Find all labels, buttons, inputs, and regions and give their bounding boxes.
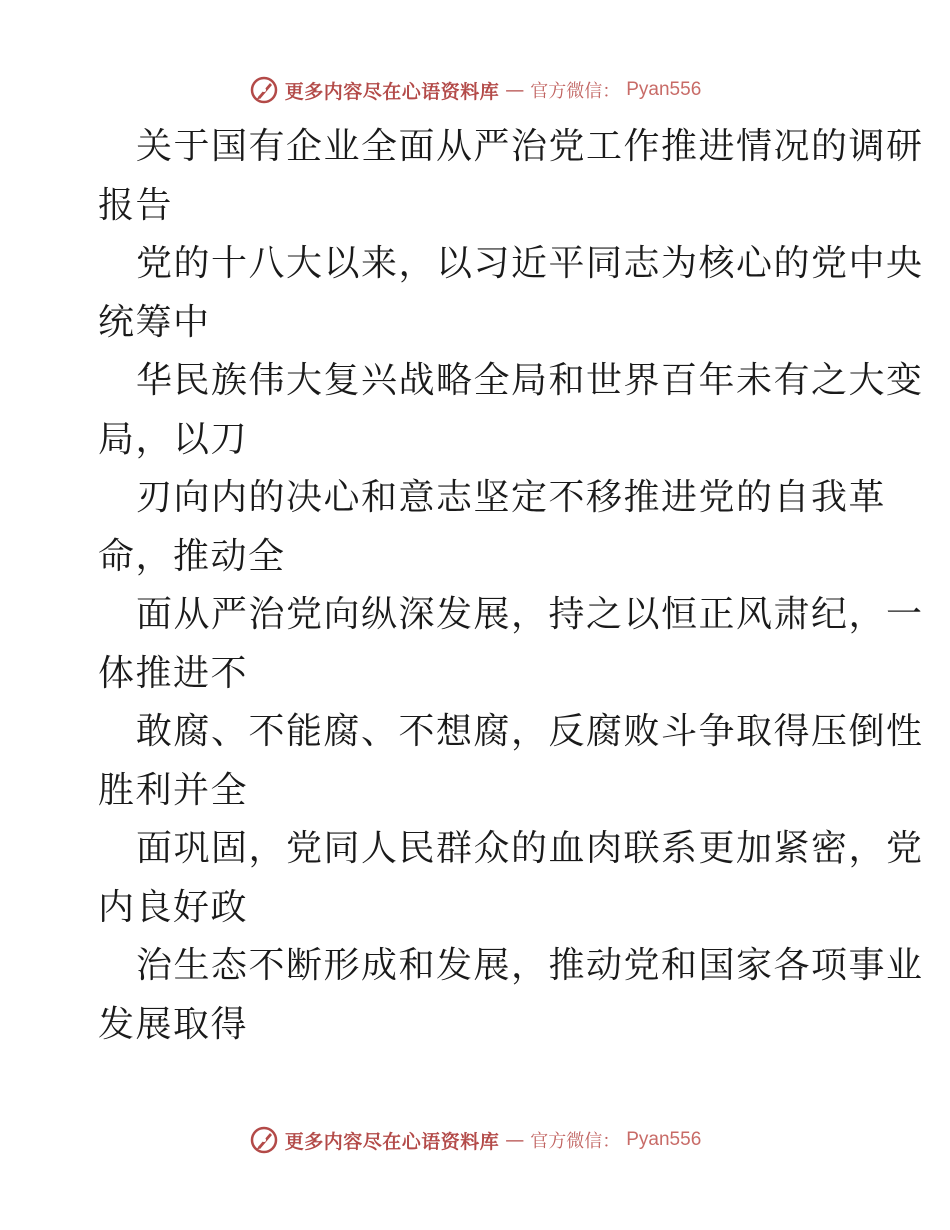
footer-dash: — [505, 1129, 525, 1151]
footer-site-text: 更多内容尽在心语资料库 [284, 1130, 500, 1153]
paragraph-line: 体推进不 [98, 652, 249, 694]
paragraph-line: 发展取得 [98, 1003, 249, 1045]
paragraph-line: 党的十八大以来，以习近平同志为核心的党中央 [136, 243, 924, 284]
document-body [98, 118, 924, 1054]
quill-pen-logo-icon [249, 75, 279, 105]
paragraph-line: 华民族伟大复兴战略全局和世界百年未有之大变 [136, 360, 924, 401]
paragraph-line: 局，以刀 [98, 418, 249, 460]
document-title-line-2: 报告 [98, 184, 174, 226]
paragraph-line: 刃向内的决心和意志坚定不移推进党的自我革 [136, 477, 887, 518]
footer-banner [0, 1120, 950, 1160]
paragraph-line: 内良好政 [98, 886, 249, 928]
footer-wechat-id: Pyan556 [626, 1129, 702, 1150]
paragraph-line: 面从严治党向纵深发展，持之以恒正风肃纪，一 [136, 594, 924, 635]
header-dash: — [505, 79, 525, 101]
footer-official-label: 官方微信： [530, 1131, 621, 1152]
paragraph-line: 胜利并全 [98, 769, 249, 811]
header-site-text: 更多内容尽在心语资料库 [284, 80, 500, 103]
paragraph-line: 统筹中 [98, 301, 211, 343]
header-wechat-id: Pyan556 [626, 79, 702, 100]
header-banner-inner [249, 75, 702, 105]
footer-banner-inner [249, 1125, 702, 1155]
paragraph-line: 命，推动全 [98, 535, 286, 577]
header-banner [0, 70, 950, 110]
paragraph-line: 面巩固，党同人民群众的血肉联系更加紧密，党 [136, 828, 924, 869]
document-title-line-1: 关于国有企业全面从严治党工作推进情况的调研 [136, 126, 924, 167]
quill-pen-logo-icon [249, 1125, 279, 1155]
header-official-label: 官方微信： [530, 81, 621, 102]
paragraph-line: 敢腐、不能腐、不想腐，反腐败斗争取得压倒性 [136, 711, 924, 752]
paragraph-line: 治生态不断形成和发展，推动党和国家各项事业 [136, 945, 924, 986]
